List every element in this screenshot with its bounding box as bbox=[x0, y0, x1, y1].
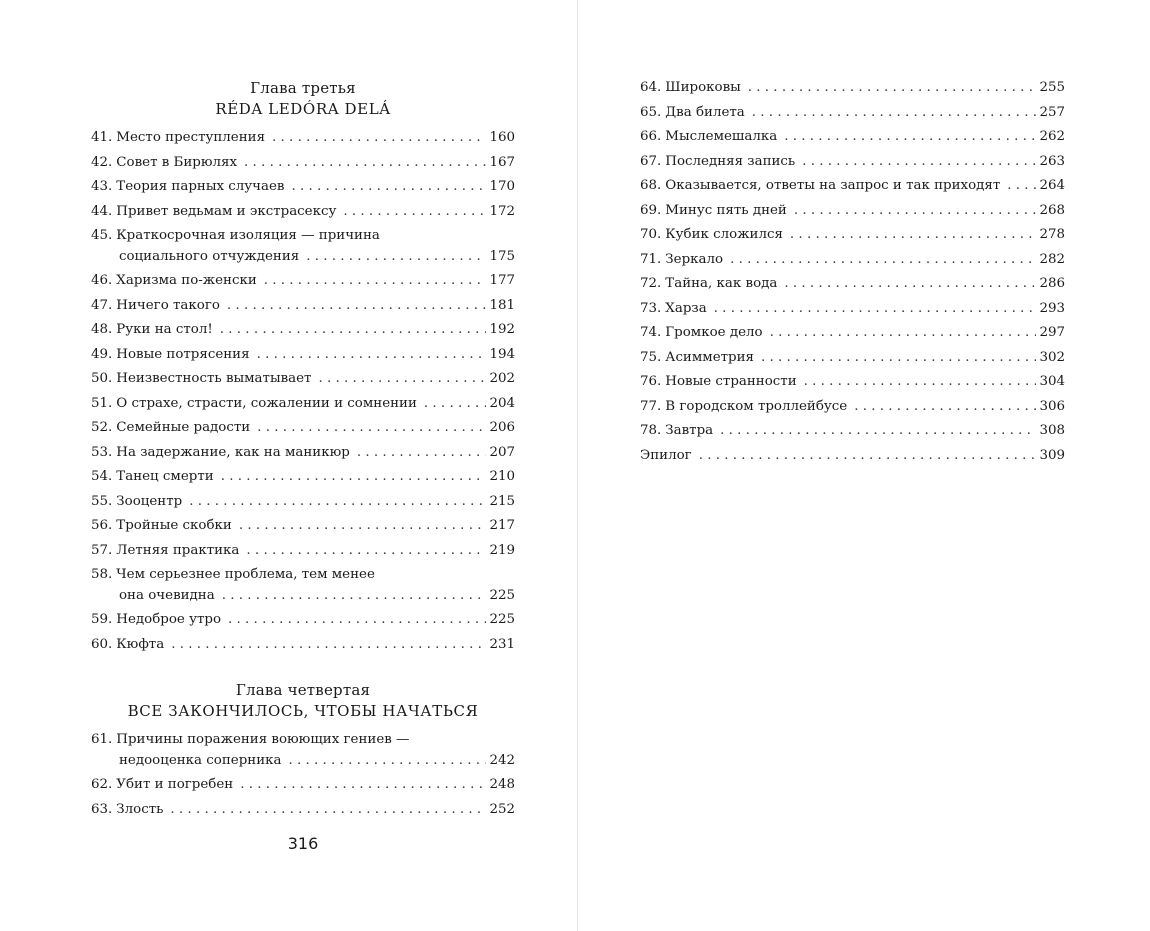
toc-entry bbox=[640, 446, 1065, 467]
toc-entry bbox=[640, 225, 1065, 246]
chapter-label: Глава третья bbox=[250, 79, 356, 97]
entry-page: 160 bbox=[489, 130, 515, 145]
dot-leader bbox=[306, 247, 486, 268]
entry-title: Причины поражения воюющих гениев — bbox=[116, 732, 410, 747]
dot-leader bbox=[221, 467, 487, 488]
entry-page: 172 bbox=[489, 203, 515, 219]
entry-number: 49. bbox=[91, 346, 113, 362]
chapter-four-entries bbox=[91, 730, 515, 820]
dot-leader bbox=[170, 800, 486, 821]
entry-number: 63. bbox=[91, 801, 113, 817]
dot-leader bbox=[220, 320, 487, 341]
entry-number: 41. bbox=[91, 130, 113, 145]
toc-entry bbox=[640, 421, 1065, 442]
right-entries bbox=[640, 78, 1065, 466]
entry-number: 54. bbox=[91, 469, 113, 484]
toc-entry bbox=[640, 152, 1065, 173]
entry-number: 59. bbox=[91, 612, 113, 627]
entry-title: Кубик сложился bbox=[665, 227, 783, 242]
entry-page: 225 bbox=[489, 612, 515, 627]
entry-title: О страхе, страсти, сожалении и сомнении bbox=[116, 395, 417, 411]
chapter-title: RÉDA LEDÓRA DELÁ bbox=[215, 100, 391, 118]
entry-title: Зооцентр bbox=[116, 493, 183, 509]
entry-title: На задержание, как на маникюр bbox=[116, 444, 350, 460]
entry-title: Тройные скобки bbox=[116, 518, 232, 533]
entry-title: Завтра bbox=[665, 423, 714, 438]
entry-number: 72. bbox=[640, 276, 662, 291]
entry-page: 255 bbox=[1039, 80, 1065, 95]
entry-page: 257 bbox=[1039, 104, 1065, 120]
entry-title: Харизма по-женски bbox=[116, 273, 257, 288]
dot-leader bbox=[240, 775, 486, 796]
toc-entry bbox=[91, 467, 515, 488]
entry-title: Теория парных случаев bbox=[116, 179, 285, 194]
entry-page: 175 bbox=[489, 248, 515, 264]
entry-title: Громкое дело bbox=[665, 325, 763, 340]
dot-leader bbox=[802, 152, 1036, 173]
entry-number: 69. bbox=[640, 202, 662, 218]
entry-page: 309 bbox=[1039, 447, 1065, 463]
entry-page: 297 bbox=[1039, 325, 1065, 340]
dot-leader bbox=[720, 421, 1036, 442]
entry-title: Зеркало bbox=[665, 251, 724, 267]
chapter-three-heading bbox=[91, 78, 515, 120]
entry-title: Танец смерти bbox=[116, 469, 214, 484]
entry-title: Краткосрочная изоляция — причина bbox=[116, 228, 380, 243]
entry-number: 65. bbox=[640, 104, 662, 120]
toc-entry bbox=[640, 299, 1065, 320]
entry-number: 75. bbox=[640, 349, 662, 365]
entry-page: 282 bbox=[1039, 251, 1065, 267]
dot-leader bbox=[794, 201, 1037, 222]
toc-entry bbox=[91, 730, 515, 771]
toc-entry bbox=[640, 348, 1065, 369]
dot-leader bbox=[257, 345, 487, 366]
toc-entry bbox=[91, 565, 515, 606]
toc-entry bbox=[91, 610, 515, 631]
toc-entry bbox=[91, 418, 515, 439]
entry-number: 48. bbox=[91, 322, 113, 337]
entry-title: Оказывается, ответы на запрос и так приходят bbox=[665, 178, 1001, 193]
toc-entry bbox=[91, 296, 515, 317]
entry-number: 47. bbox=[91, 297, 113, 313]
entry-title: Руки на стол! bbox=[116, 322, 213, 337]
dot-leader bbox=[804, 372, 1037, 393]
dot-leader bbox=[854, 397, 1036, 418]
entry-number: 58. bbox=[91, 567, 113, 582]
toc-entry bbox=[91, 369, 515, 390]
entry-page: 268 bbox=[1039, 202, 1065, 218]
entry-title: Минус пять дней bbox=[665, 202, 787, 218]
dot-leader bbox=[222, 586, 487, 607]
toc-entry bbox=[91, 541, 515, 562]
entry-title: Привет ведьмам и экстрасексу bbox=[116, 203, 337, 219]
dot-leader bbox=[291, 177, 486, 198]
entry-page: 202 bbox=[489, 371, 515, 386]
toc-entry bbox=[91, 271, 515, 292]
toc-entry bbox=[91, 516, 515, 537]
entry-page: 252 bbox=[489, 801, 515, 817]
toc-entry bbox=[91, 775, 515, 796]
dot-leader bbox=[752, 103, 1037, 124]
entry-page: 167 bbox=[489, 154, 515, 170]
entry-number: 44. bbox=[91, 203, 113, 219]
entry-title: Тайна, как вода bbox=[665, 276, 778, 291]
dot-leader bbox=[227, 296, 487, 317]
entry-page: 206 bbox=[489, 420, 515, 435]
dot-leader bbox=[257, 418, 486, 439]
entry-number: 45. bbox=[91, 228, 113, 243]
dot-leader bbox=[770, 323, 1037, 344]
toc-entry bbox=[640, 372, 1065, 393]
toc-entry bbox=[640, 78, 1065, 99]
entry-page: 192 bbox=[489, 322, 515, 337]
entry-title-continued: недооценка соперника bbox=[119, 752, 282, 768]
toc-entry bbox=[91, 443, 515, 464]
dot-leader bbox=[730, 250, 1036, 271]
entry-title: В городском троллейбусе bbox=[665, 398, 848, 414]
entry-page: 304 bbox=[1039, 374, 1065, 389]
entry-number: 46. bbox=[91, 273, 113, 288]
dot-leader bbox=[714, 299, 1037, 320]
entry-title: Ничего такого bbox=[116, 297, 220, 313]
entry-title: Совет в Бирюлях bbox=[116, 154, 238, 170]
entry-page: 262 bbox=[1039, 129, 1065, 144]
entry-page: 302 bbox=[1039, 349, 1065, 365]
entry-number: 71. bbox=[640, 251, 662, 267]
entry-number: 55. bbox=[91, 493, 113, 509]
entry-title: Злость bbox=[116, 801, 164, 817]
toc-entry bbox=[91, 320, 515, 341]
entry-page: 177 bbox=[489, 273, 515, 288]
entry-title: Харза bbox=[665, 300, 707, 316]
entry-number: 50. bbox=[91, 371, 113, 386]
entry-title: Место преступления bbox=[116, 130, 266, 145]
entry-page: 263 bbox=[1039, 153, 1065, 169]
dot-leader bbox=[357, 443, 487, 464]
entry-number: 76. bbox=[640, 374, 662, 389]
toc-entry bbox=[91, 153, 515, 174]
entry-page: 204 bbox=[489, 395, 515, 411]
right-toc bbox=[640, 78, 1065, 470]
dot-leader bbox=[318, 369, 486, 390]
toc-entry bbox=[640, 176, 1065, 197]
entry-title: Кюфта bbox=[116, 636, 165, 652]
toc-entry bbox=[640, 323, 1065, 344]
entry-number: 42. bbox=[91, 154, 113, 170]
entry-title: Неизвестность выматывает bbox=[116, 371, 312, 386]
dot-leader bbox=[272, 128, 486, 149]
chapter-title: ВСЕ ЗАКОНЧИЛОСЬ, ЧТОБЫ НАЧАТЬСЯ bbox=[127, 702, 479, 720]
entry-number: 64. bbox=[640, 80, 662, 95]
entry-title: Широковы bbox=[665, 80, 741, 95]
entry-title: Убит и погребен bbox=[116, 777, 234, 792]
page-number: 316 bbox=[287, 834, 319, 853]
entry-page: 194 bbox=[489, 346, 515, 362]
chapter-three-entries bbox=[91, 128, 515, 655]
dot-leader bbox=[244, 153, 486, 174]
toc-entry bbox=[91, 394, 515, 415]
toc-entry bbox=[640, 103, 1065, 124]
entry-title: Мыслемешалка bbox=[665, 129, 778, 144]
entry-number: 78. bbox=[640, 423, 662, 438]
dot-leader bbox=[343, 202, 486, 223]
toc-entry bbox=[91, 202, 515, 223]
entry-number: 77. bbox=[640, 398, 662, 414]
toc-entry bbox=[91, 345, 515, 366]
dot-leader bbox=[264, 271, 487, 292]
entry-title: Новые странности bbox=[665, 374, 797, 389]
entry-number: 62. bbox=[91, 777, 113, 792]
entry-number: 56. bbox=[91, 518, 113, 533]
entry-number: 68. bbox=[640, 178, 662, 193]
toc-entry bbox=[640, 250, 1065, 271]
entry-title: Летняя практика bbox=[116, 542, 240, 558]
entry-title: Эпилог bbox=[640, 447, 692, 463]
entry-page: 217 bbox=[489, 518, 515, 533]
entry-title: Асимметрия bbox=[665, 349, 754, 365]
entry-page: 207 bbox=[489, 444, 515, 460]
entry-page: 293 bbox=[1039, 300, 1065, 316]
entry-title: Чем серьезнее проблема, тем менее bbox=[116, 567, 375, 582]
entry-number: 57. bbox=[91, 542, 113, 558]
entry-number: 51. bbox=[91, 395, 113, 411]
toc-entry bbox=[640, 274, 1065, 295]
entry-page: 170 bbox=[489, 179, 515, 194]
left-toc bbox=[91, 78, 515, 824]
chapter-label: Глава четвертая bbox=[235, 681, 371, 699]
entry-title: Недоброе утро bbox=[116, 612, 222, 627]
entry-page: 215 bbox=[489, 493, 515, 509]
entry-title: Последняя запись bbox=[665, 153, 796, 169]
entry-number: 52. bbox=[91, 420, 113, 435]
entry-page: 278 bbox=[1039, 227, 1065, 242]
dot-leader bbox=[189, 492, 486, 513]
dot-leader bbox=[171, 635, 486, 656]
entry-number: 61. bbox=[91, 732, 113, 747]
toc-entry bbox=[91, 128, 515, 149]
entry-number: 60. bbox=[91, 636, 113, 652]
dot-leader bbox=[228, 610, 486, 631]
entry-page: 225 bbox=[489, 587, 515, 603]
dot-leader bbox=[424, 394, 487, 415]
entry-page: 181 bbox=[489, 297, 515, 313]
dot-leader bbox=[246, 541, 486, 562]
entry-number: 53. bbox=[91, 444, 113, 460]
dot-leader bbox=[761, 348, 1036, 369]
toc-entry bbox=[91, 492, 515, 513]
toc-entry bbox=[91, 800, 515, 821]
entry-title-continued: она очевидна bbox=[119, 587, 215, 603]
dot-leader bbox=[288, 751, 486, 772]
toc-entry bbox=[640, 201, 1065, 222]
dot-leader bbox=[790, 225, 1037, 246]
dot-leader bbox=[699, 446, 1037, 467]
toc-entry bbox=[640, 127, 1065, 148]
toc-entry bbox=[91, 635, 515, 656]
entry-page: 308 bbox=[1039, 423, 1065, 438]
entry-page: 210 bbox=[489, 469, 515, 484]
entry-number: 67. bbox=[640, 153, 662, 169]
right-page bbox=[578, 0, 1150, 931]
chapter-four-heading bbox=[91, 680, 515, 722]
entry-page: 242 bbox=[489, 752, 515, 768]
entry-page: 306 bbox=[1039, 398, 1065, 414]
entry-number: 73. bbox=[640, 300, 662, 316]
toc-entry bbox=[91, 177, 515, 198]
entry-page: 231 bbox=[489, 636, 515, 652]
entry-page: 219 bbox=[489, 542, 515, 558]
dot-leader bbox=[748, 78, 1037, 99]
entry-number: 70. bbox=[640, 227, 662, 242]
entry-page: 248 bbox=[489, 777, 515, 792]
entry-title: Два билета bbox=[665, 104, 745, 120]
dot-leader bbox=[784, 127, 1036, 148]
toc-entry bbox=[640, 397, 1065, 418]
entry-page: 286 bbox=[1039, 276, 1065, 291]
dot-leader bbox=[239, 516, 487, 537]
entry-title: Новые потрясения bbox=[116, 346, 250, 362]
entry-number: 74. bbox=[640, 325, 662, 340]
entry-title: Семейные радости bbox=[116, 420, 251, 435]
toc-entry bbox=[91, 226, 515, 267]
dot-leader bbox=[1007, 176, 1036, 197]
dot-leader bbox=[784, 274, 1036, 295]
entry-title-continued: социального отчуждения bbox=[119, 248, 300, 264]
entry-page: 264 bbox=[1039, 178, 1065, 193]
entry-number: 43. bbox=[91, 179, 113, 194]
entry-number: 66. bbox=[640, 129, 662, 144]
